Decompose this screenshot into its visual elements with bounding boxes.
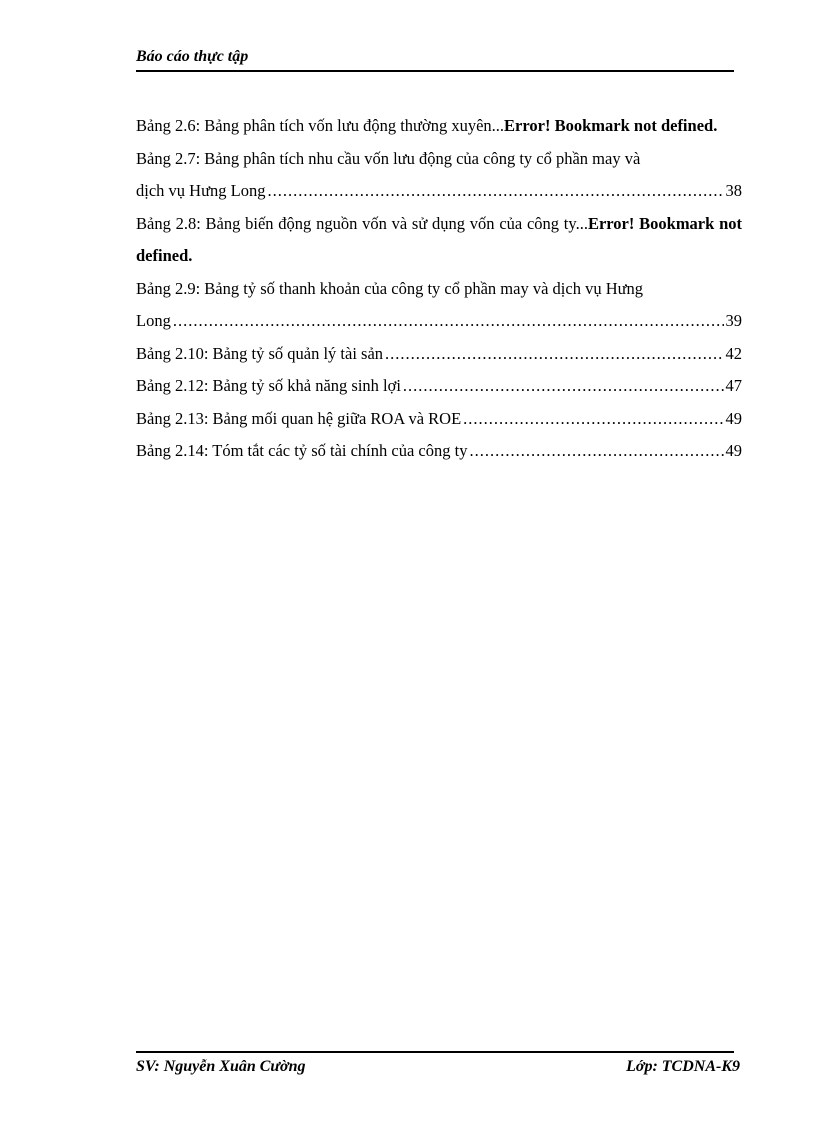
- dot-leader: [173, 305, 724, 338]
- page-number: 42: [725, 343, 742, 363]
- toc-entry-text: dịch vụ Hưng Long: [136, 181, 266, 200]
- toc-entry-text: Bảng 2.14: Tóm tắt các tỷ số tài chính của công ty: [136, 441, 468, 460]
- page-number: 47: [725, 376, 742, 395]
- toc-entry-2-9: [136, 273, 742, 306]
- header-title: Báo cáo thực tập: [136, 48, 249, 65]
- toc-entry-2-7-cont[interactable]: [136, 175, 742, 208]
- toc-entry-2-13[interactable]: [136, 403, 742, 436]
- toc-entry-text: Long: [136, 311, 171, 330]
- dot-leader: [469, 435, 723, 468]
- toc-entry-text: Bảng 2.8: Bảng biến động nguồn vốn và sử dụng vốn của công ty...: [136, 213, 588, 233]
- toc-entry-text: Bảng 2.6: Bảng phân tích vốn lưu động thường xuyên...: [136, 116, 505, 135]
- page-footer: [136, 1051, 740, 1075]
- page-number: 49: [725, 441, 742, 460]
- dot-leader: [385, 338, 723, 371]
- toc-entry-2-9-cont[interactable]: [136, 305, 742, 338]
- page-header: [136, 48, 734, 72]
- toc-entry-2-10[interactable]: [136, 338, 742, 371]
- toc-entry-text: Bảng 2.7: Bảng phân tích nhu cầu vốn lưu động của công ty cổ phần may và: [136, 148, 641, 168]
- toc-entry-2-12[interactable]: [136, 370, 742, 403]
- table-of-contents: [136, 110, 742, 468]
- dot-leader: [463, 403, 723, 436]
- toc-entry-2-6: [136, 110, 742, 143]
- dot-leader: [403, 370, 724, 403]
- toc-entry-2-8: [136, 208, 742, 273]
- bookmark-error: Error! Bookmark not defined.: [504, 116, 718, 135]
- page-number: 38: [725, 181, 742, 200]
- dot-leader: [267, 175, 723, 208]
- bookmark-error: Error! Bookmark not defined.: [136, 213, 742, 265]
- toc-entry-text: Bảng 2.9: Bảng tỷ số thanh khoản của công ty cổ phần may và dịch vụ Hưng: [136, 278, 644, 298]
- toc-entry-text: Bảng 2.12: Bảng tỷ số khả năng sinh lợi: [136, 376, 401, 395]
- footer-student: SV: Nguyễn Xuân Cường: [136, 1058, 306, 1075]
- toc-entry-2-14[interactable]: [136, 435, 742, 468]
- toc-entry-2-7: [136, 143, 742, 176]
- toc-entry-text: Bảng 2.13: Bảng mối quan hệ giữa ROA và ROE: [136, 408, 462, 428]
- page-number: 49: [725, 408, 742, 428]
- toc-entry-text: Bảng 2.10: Bảng tỷ số quản lý tài sản: [136, 343, 384, 363]
- page-number: 39: [725, 311, 742, 330]
- footer-class: Lớp: TCDNA-K9: [626, 1058, 740, 1075]
